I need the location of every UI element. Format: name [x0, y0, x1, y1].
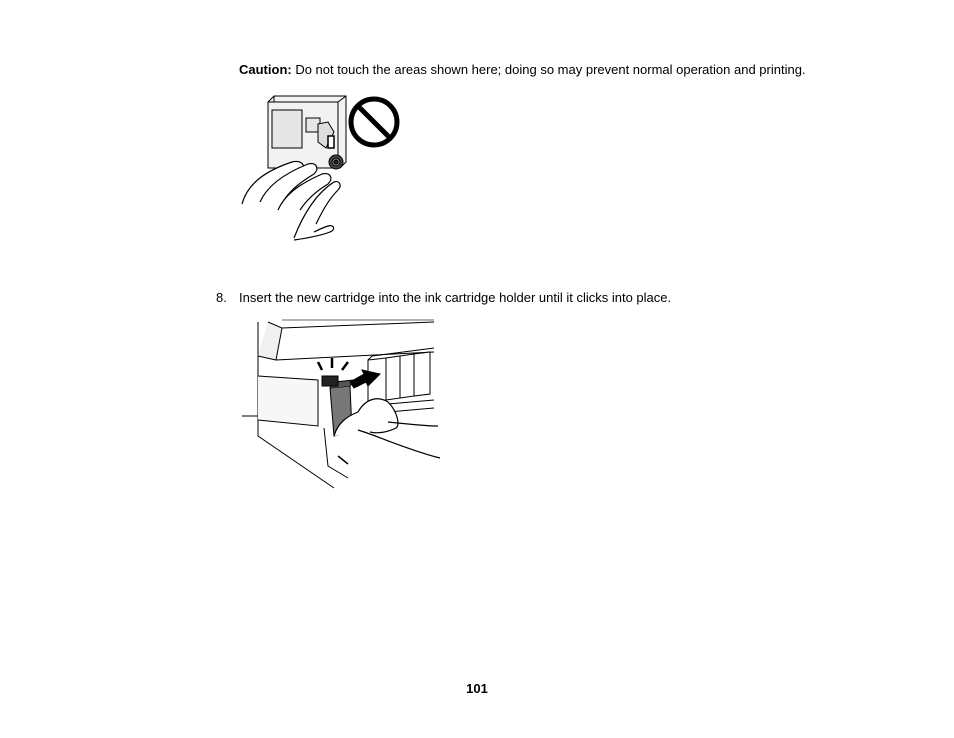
instruction-step-8 — [216, 290, 671, 306]
caution-note — [239, 62, 806, 78]
page-number: 101 — [466, 681, 488, 696]
caution-text: Do not touch the areas shown here; doing so may prevent normal operation and printing. — [291, 62, 806, 77]
caution-label: Caution: — [239, 62, 292, 77]
step-number: 8. — [216, 290, 227, 305]
step-text: Insert the new cartridge into the ink cartridge holder until it clicks into place. — [239, 290, 672, 305]
do-not-touch-illustration — [238, 92, 408, 248]
insert-cartridge-illustration — [238, 316, 442, 490]
